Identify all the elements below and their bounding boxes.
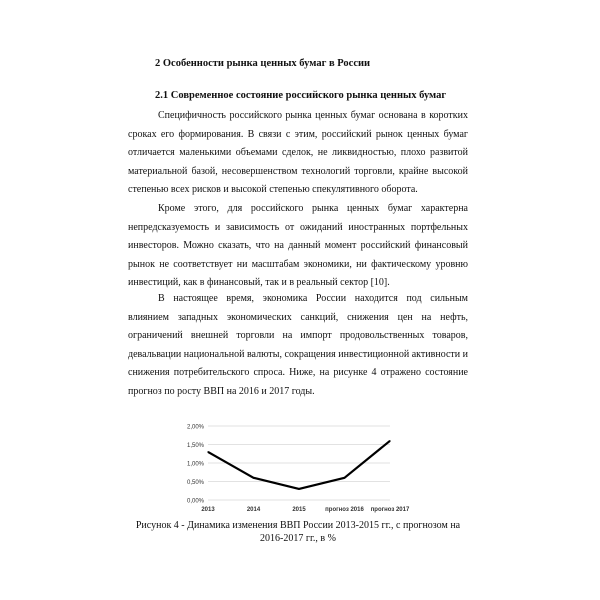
data-point-3 (344, 477, 345, 478)
paragraph-3: В настоящее время, экономика России находится под сильным влиянием западных экономических санкций, снижения цен на нефть, ограничений внешней торговли на импорт продовольственных товаров, девальвации национальной валюты, сокращения инвестиционной активности и снижения потребительского спроса. Ниже, на рисунке 4 отражено состояние прогноз по росту ВВП на 2016 и 2017 годы. (128, 293, 468, 397)
paragraph-1: Специфичность российского рынка ценных бумаг основана в коротких сроках его формирования. В связи с этим, российский рынок ценных бумаг отличается маленькими объемами сделок, не ликвидностью, плохо развитой материальной базой, несовершенством технологий торговли, крайне высокой степенью всех рисков и высокой степенью спекулятивного оборота. (128, 110, 468, 196)
data-point-2 (298, 488, 299, 489)
gdp-chart (168, 410, 430, 520)
y-tick-label-4: 2,00% (186, 424, 204, 431)
y-tick-label-0: 0,00% (186, 498, 204, 505)
x-tick-label-2: 2015 (292, 507, 306, 513)
x-tick-label-1: 2014 (246, 507, 261, 513)
paragraph-2: Кроме этого, для российского рынка ценных бумаг характерна непредсказуемость и зависимость от ожиданий иностранных портфельных инвесторов. Можно сказать, что на данный момент российский финансовый рынок не соответствует ни масштабам экономики, ни фактическому уровню инвестиций, как в финансовый, так и в реальный сектор [10]. (128, 203, 468, 289)
x-tick-label-3: прогноз 2016 (325, 507, 364, 513)
y-tick-label-3: 1,50% (186, 443, 204, 449)
section-heading: 2 Особенности рынка ценных бумаг в России (155, 58, 371, 69)
x-tick-label-0: 2013 (201, 507, 215, 513)
x-tick-label-4: прогноз 2017 (370, 507, 410, 513)
subsection-heading: 2.1 Современное состояние российского рынка ценных бумаг (155, 90, 447, 101)
y-tick-label-2: 1,00% (186, 461, 204, 468)
y-tick-label-1: 0,50% (186, 480, 204, 486)
data-point-4 (389, 440, 390, 441)
gdp-line-chart (168, 410, 430, 520)
data-point-1 (253, 477, 254, 478)
figure-caption: Рисунок 4 - Динамика изменения ВВП России 2013-2015 гг., с прогнозом на 2016-2017 гг., в % (135, 520, 461, 544)
data-point-0 (207, 451, 208, 452)
